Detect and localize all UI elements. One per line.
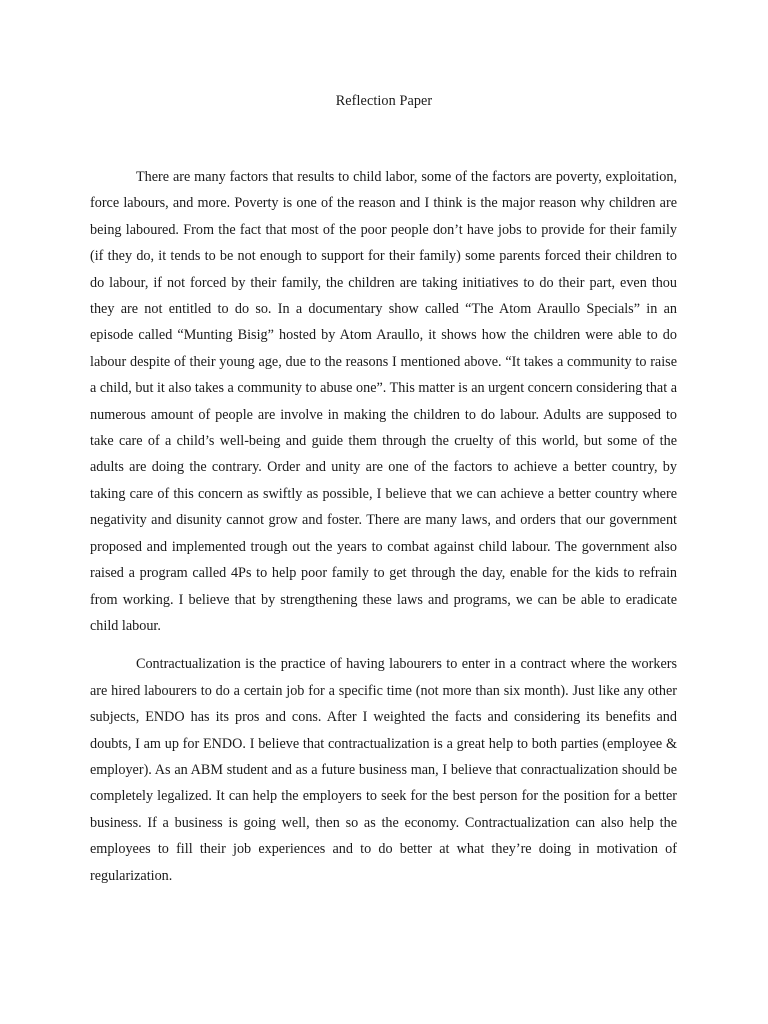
paragraph-contractualization: Contractualization is the practice of having labourers to enter in a contract where the workers are hired labourers to do a certain job for a specific time (not more than six month). Just like any other subjects, ENDO has its pros and cons. After I weighted the facts and considering its benefits and doubts, I am up for ENDO. I believe that contractualization is a great help to both parties (employee & employer). As an ABM student and as a future business man, I believe that conractualization should be completely legalized. It can help the employers to seek for the best person for the position for a better business. If a business is going well, then so as the economy. Contractualization can also help the employees to fill their job experiences and to do better at what they’re doing in motivation of regularization. xyxy=(90,656,677,884)
document-title: Reflection Paper xyxy=(335,93,433,109)
document-body xyxy=(90,164,677,889)
paragraph-child-labor: There are many factors that results to child labor, some of the factors are poverty, exploitation, force labours, and more. Poverty is one of the reason and I think is the major reason why children are being laboured. From the fact that most of the poor people don’t have jobs to provide for their family (if they do, it tends to be not enough to support for their family) some parents forced their children to do labour, if not forced by their family, the children are taking initiatives to do their part, even thou they are not entitled to do so. In a documentary show called “The Atom Araullo Specials” in an episode called “Munting Bisig” hosted by Atom Araullo, it shows how the children were able to do labour despite of their young age, due to the reasons I mentioned above. “It takes a community to raise a child, but it also takes a community to abuse one”. This matter is an urgent concern considering that a numerous amount of people are involve in making the children to do labour. Adults are supposed to take care of a child’s well-being and guide them through the cruelty of this world, but some of the adults are doing the contrary. Order and unity are one of the factors to achieve a better country, by taking care of this concern as swiftly as possible, I believe that we can achieve a better country where negativity and disunity cannot grow and foster. There are many laws, and orders that our government proposed and implemented trough out the years to combat against child labour. The government also raised a program called 4Ps to help poor family to get through the day, enable for the kids to refrain from working. I believe that by strengthening these laws and programs, we can be able to eradicate child labour. xyxy=(90,169,677,634)
